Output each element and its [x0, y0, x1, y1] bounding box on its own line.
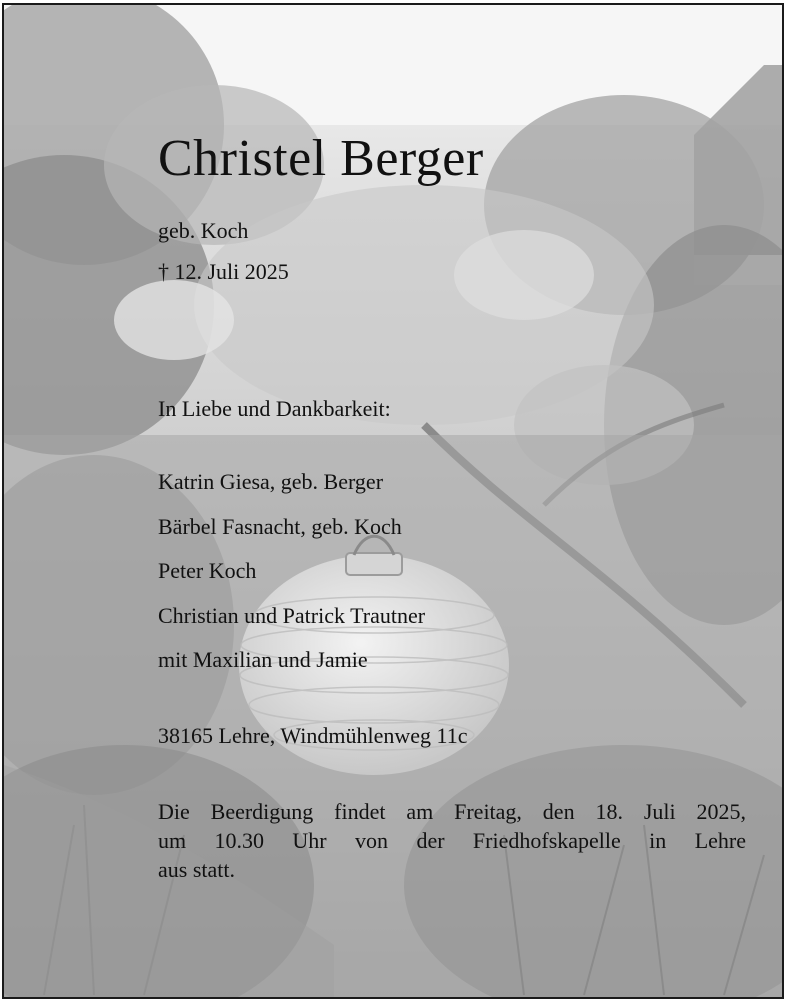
mourner-name: Peter Koch: [158, 558, 257, 583]
mourner-name: Bärbel Fasnacht, geb. Koch: [158, 513, 402, 539]
mourners-list: [158, 460, 425, 683]
funeral-notice-line: um 10.30 Uhr von der Friedhofskapelle in Lehre: [158, 828, 746, 853]
funeral-notice-line: Die Beerdigung findet am Freitag, den 18. Juli 2025,: [158, 799, 746, 824]
funeral-notice-line: aus statt.: [158, 857, 235, 882]
family-address: 38165 Lehre, Windmühlenweg 11c: [158, 723, 468, 748]
cross-icon: †: [158, 259, 169, 284]
mourners-intro: In Liebe und Dankbarkeit:: [158, 396, 391, 421]
mourner-name: mit Maxilian und Jamie: [158, 647, 368, 672]
deceased-name: Christel Berger: [158, 130, 484, 187]
funeral-notice: [158, 797, 746, 884]
maiden-name: geb. Koch: [158, 218, 249, 243]
death-date: 12. Juli 2025: [174, 259, 289, 284]
mourner-name: Christian und Patrick Trautner: [158, 602, 426, 628]
mourner-name: Katrin Giesa, geb. Berger: [158, 469, 384, 494]
obituary-card: [2, 3, 784, 999]
death-date-line: [158, 259, 289, 285]
